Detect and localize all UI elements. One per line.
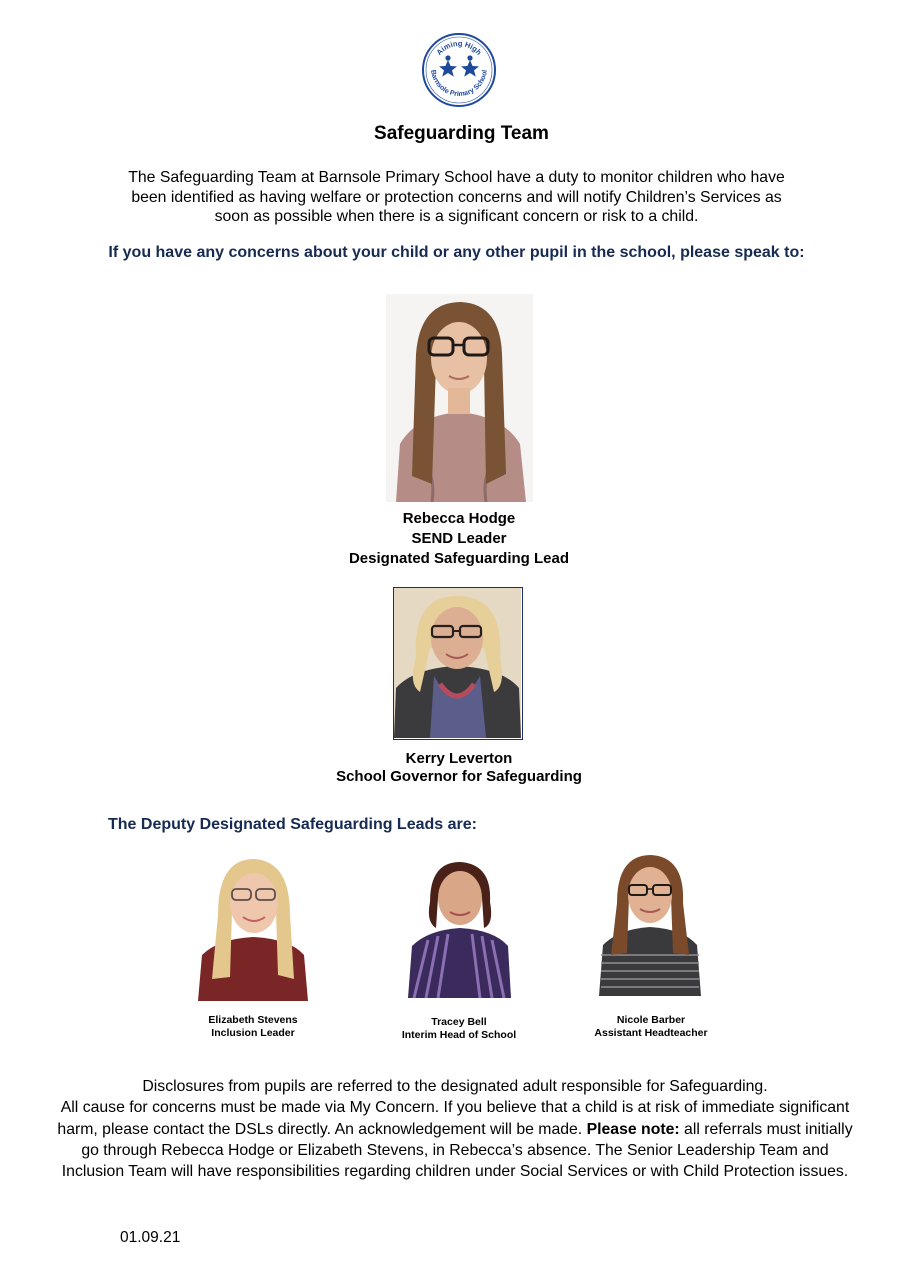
governor-caption bbox=[0, 750, 900, 786]
please-note-label: Please note: bbox=[586, 1120, 680, 1138]
deputy-caption bbox=[153, 1014, 353, 1039]
logo-arc-bottom: Barnsole Primary School bbox=[428, 69, 489, 99]
deputy-role: Assistant Headteacher bbox=[594, 1026, 708, 1039]
page-title: Safeguarding Team bbox=[374, 123, 549, 144]
concern-heading: If you have any concerns about your child or any other pupil in the school, please speak to: bbox=[108, 244, 805, 261]
deputy-caption bbox=[359, 1016, 559, 1041]
logo-arc-top: Aiming High bbox=[434, 38, 484, 57]
governor-name: Kerry Leverton bbox=[405, 750, 513, 767]
deputy-photo bbox=[198, 855, 308, 1001]
lead-photo bbox=[386, 294, 533, 502]
disclosure-paragraph: Disclosures from pupils are referred to the designated adult responsible for Safeguarding. All cause for concerns must be made via My Concern. If you believe that a child is at risk of immediate significant harm, please contact the DSLs directly. An acknowledgement will be made. Please note: all referrals must initially go through Rebecca Hodge or Elizabeth Stevens, in Rebecca’s absence. The Senior Leadership Team and Inclusion Team will have responsibilities regarding children under Social Services or with Child Protection issues. bbox=[57, 1078, 853, 1181]
deputy-name: Nicole Barber bbox=[616, 1014, 686, 1026]
document-date: 01.09.21 bbox=[120, 1229, 181, 1246]
school-logo bbox=[421, 32, 497, 108]
deputy-role: Interim Head of School bbox=[401, 1028, 517, 1041]
deputy-photo bbox=[408, 858, 511, 998]
deputy-photo bbox=[599, 853, 701, 996]
governor-role: School Governor for Safeguarding bbox=[336, 768, 582, 785]
deputy-heading: The Deputy Designated Safeguarding Leads are: bbox=[108, 816, 477, 833]
lead-caption bbox=[0, 509, 900, 569]
lead-role: SEND Leader bbox=[411, 530, 507, 547]
governor-photo bbox=[393, 587, 523, 740]
lead-name: Rebecca Hodge bbox=[402, 510, 516, 527]
deputy-caption bbox=[551, 1014, 751, 1039]
deputy-name: Tracey Bell bbox=[431, 1016, 487, 1028]
deputy-role: Inclusion Leader bbox=[211, 1026, 295, 1039]
deputy-name: Elizabeth Stevens bbox=[208, 1014, 298, 1026]
intro-paragraph: The Safeguarding Team at Barnsole Primary School have a duty to monitor children who have been identified as having welfare or protection concerns and will notify Children’s Services as soon as possible when there is a significant concern or risk to a child. bbox=[128, 169, 785, 225]
lead-role: Designated Safeguarding Lead bbox=[348, 550, 570, 567]
